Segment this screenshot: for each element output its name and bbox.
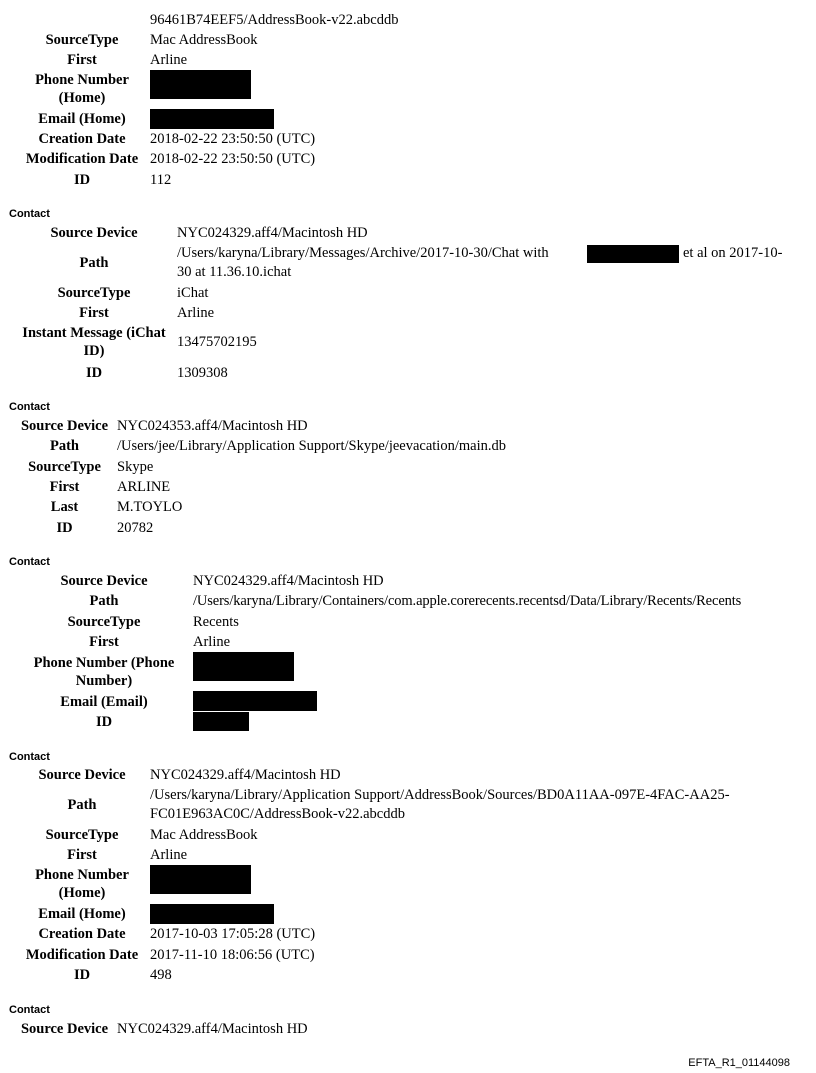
contact-heading: Contact <box>9 401 50 413</box>
label-last: Last <box>50 499 79 515</box>
value-modification-date: 2018-02-22 23:50:50 (UTC) <box>150 151 316 167</box>
label-path: Path <box>50 438 79 454</box>
label-path: Path <box>79 255 109 271</box>
label-source-type: SourceType <box>28 459 101 475</box>
label-id: ID <box>73 172 91 188</box>
label-source-type: SourceType <box>45 32 119 48</box>
redaction-box <box>193 712 249 731</box>
label-source-device: Source Device <box>20 418 109 434</box>
label-first: First <box>67 847 97 863</box>
label-first: First <box>67 52 97 68</box>
value-source-device: NYC024329.aff4/Macintosh HD <box>150 767 341 783</box>
label-email-home: Email (Home) <box>38 906 126 922</box>
label-source-type: SourceType <box>45 827 119 843</box>
value-first: Arline <box>177 305 215 321</box>
contact-heading: Contact <box>9 1004 50 1016</box>
label-email-home: Email (Home) <box>38 111 126 127</box>
label-email: Email (Email) <box>60 694 148 710</box>
value-source-device: NYC024329.aff4/Macintosh HD <box>193 573 384 589</box>
value-instant-message: 13475702195 <box>177 334 257 350</box>
contact-heading: Contact <box>9 556 50 568</box>
value-id: 20782 <box>117 520 154 536</box>
value-first: Arline <box>150 847 188 863</box>
value-path-tail: et al on 2017-10- <box>683 245 783 261</box>
label-path: Path <box>67 797 97 813</box>
value-path-line2: 30 at 11.36.10.ichat <box>177 264 292 280</box>
value-source-type: iChat <box>177 285 209 301</box>
label-path: Path <box>89 593 119 609</box>
redaction-box <box>193 691 317 711</box>
value-id: 498 <box>150 967 172 983</box>
value-path: /Users/karyna/Library/Application Support/AddressBook/Sources/BD0A11AA-097E-4FAC-AA25- <box>150 787 730 803</box>
label-source-device: Source Device <box>60 573 148 589</box>
label-creation-date: Creation Date <box>38 926 126 942</box>
redaction-box <box>193 652 294 681</box>
label-modification-date: Modification Date <box>25 947 139 963</box>
value-source-device: NYC024329.aff4/Macintosh HD <box>177 225 368 241</box>
label-id: ID <box>73 967 91 983</box>
value-id: 1309308 <box>177 365 228 381</box>
path-part: /Users/karyna/Library/Messages/Archive/2017-10-30/Chat with <box>177 245 549 261</box>
label-source-type: SourceType <box>57 285 131 301</box>
value-source-device: NYC024353.aff4/Macintosh HD <box>117 418 308 434</box>
value-first: Arline <box>150 52 188 68</box>
value-creation-date: 2017-10-03 17:05:28 (UTC) <box>150 926 316 942</box>
path-continuation: 96461B74EEF5/AddressBook-v22.abcddb <box>150 12 399 28</box>
redaction-box <box>150 865 251 894</box>
label-id: ID <box>95 714 113 730</box>
value-path-line2: FC01E963AC0C/AddressBook-v22.abcddb <box>150 806 405 822</box>
value-first: Arline <box>193 634 231 650</box>
redaction-box <box>150 70 251 99</box>
value-id: 112 <box>150 172 172 188</box>
label-id: ID <box>56 520 73 536</box>
value-source-type: Mac AddressBook <box>150 827 258 843</box>
redaction-box <box>587 245 679 263</box>
value-source-type: Skype <box>117 459 154 475</box>
value-source-type: Recents <box>193 614 239 630</box>
label-source-type: SourceType <box>67 614 141 630</box>
label-source-device: Source Device <box>38 767 126 783</box>
label-modification-date: Modification Date <box>25 151 139 167</box>
value-path: /Users/jee/Library/Application Support/Skype/jeevacation/main.db <box>117 438 506 454</box>
value-creation-date: 2018-02-22 23:50:50 (UTC) <box>150 131 316 147</box>
document-id-footer: EFTA_R1_01144098 <box>688 1057 790 1069</box>
label-first: First <box>89 634 119 650</box>
label-instant-message: Instant Message (iChat ID) <box>22 325 166 359</box>
label-source-device: Source Device <box>20 1021 109 1037</box>
label-phone-home: Phone Number (Home) <box>35 867 129 901</box>
value-source-device: NYC024329.aff4/Macintosh HD <box>117 1021 308 1037</box>
label-first: First <box>49 479 80 495</box>
value-source-type: Mac AddressBook <box>150 32 258 48</box>
contact-heading: Contact <box>9 751 50 763</box>
label-phone-home: Phone Number (Home) <box>35 72 129 106</box>
redaction-box <box>150 109 274 129</box>
label-first: First <box>79 305 109 321</box>
contact-heading: Contact <box>9 208 50 220</box>
value-path <box>177 244 549 262</box>
redaction-box <box>150 904 274 924</box>
value-first: ARLINE <box>117 479 171 495</box>
label-creation-date: Creation Date <box>38 131 126 147</box>
label-phone-number: Phone Number (Phone Number) <box>33 655 175 689</box>
value-last: M.TOYLO <box>117 499 183 515</box>
label-source-device: Source Device <box>50 225 138 241</box>
value-modification-date: 2017-11-10 18:06:56 (UTC) <box>150 947 315 963</box>
label-id: ID <box>85 365 103 381</box>
value-path: /Users/karyna/Library/Containers/com.apple.corerecents.recentsd/Data/Library/Recents/Recents <box>193 593 742 609</box>
